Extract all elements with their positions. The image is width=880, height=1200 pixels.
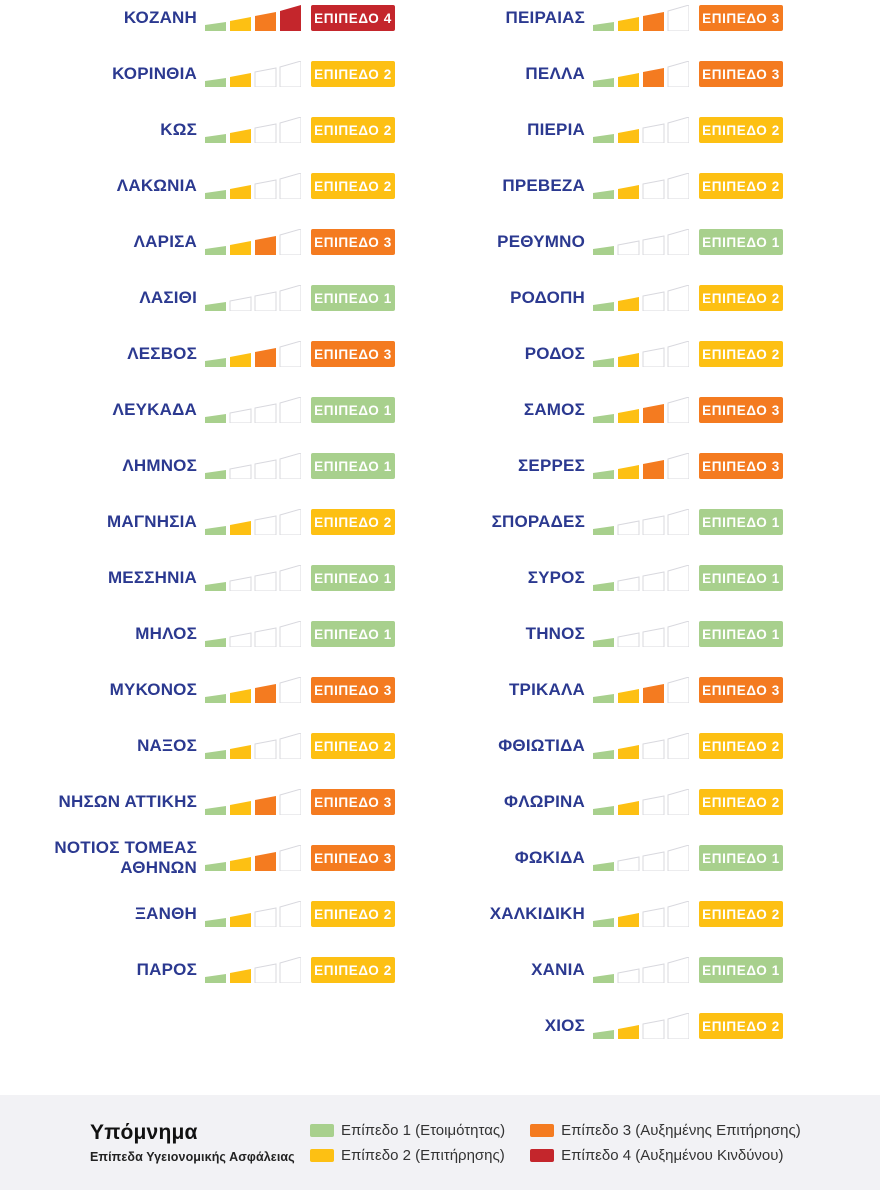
level-badge: ΕΠΙΠΕΔΟ 3 — [311, 229, 395, 255]
level-bars-indicator — [205, 565, 301, 591]
level-bars-indicator — [205, 621, 301, 647]
region-name: ΧΙΟΣ — [544, 1015, 585, 1035]
level-badge: ΕΠΙΠΕΔΟ 1 — [699, 621, 783, 647]
level-badge: ΕΠΙΠΕΔΟ 2 — [699, 341, 783, 367]
region-row — [395, 550, 783, 606]
region-row — [7, 662, 395, 718]
legend-subtitle: Επίπεδα Υγειονομικής Ασφάλειας — [90, 1150, 295, 1164]
region-row — [7, 494, 395, 550]
level-badge: ΕΠΙΠΕΔΟ 2 — [699, 789, 783, 815]
level-badge: ΕΠΙΠΕΔΟ 3 — [699, 453, 783, 479]
level-badge: ΕΠΙΠΕΔΟ 3 — [699, 397, 783, 423]
region-name: ΦΘΙΩΤΙΔΑ — [498, 735, 585, 755]
level-badge: ΕΠΙΠΕΔΟ 3 — [699, 61, 783, 87]
level-badge: ΕΠΙΠΕΔΟ 1 — [311, 453, 395, 479]
level-bars-indicator — [205, 957, 301, 983]
level-bars-indicator — [205, 61, 301, 87]
level-badge: ΕΠΙΠΕΔΟ 2 — [311, 901, 395, 927]
region-name: ΡΟΔΟΣ — [524, 343, 585, 363]
region-column-left — [7, 0, 395, 1054]
level-bars-indicator — [593, 285, 689, 311]
level-badge: ΕΠΙΠΕΔΟ 1 — [699, 229, 783, 255]
level-bars-indicator — [593, 621, 689, 647]
region-row — [395, 438, 783, 494]
region-name: ΚΟΡΙΝΘΙΑ — [112, 63, 197, 83]
level-badge: ΕΠΙΠΕΔΟ 3 — [699, 5, 783, 31]
level-badge: ΕΠΙΠΕΔΟ 1 — [699, 845, 783, 871]
level-badge: ΕΠΙΠΕΔΟ 2 — [311, 509, 395, 535]
level-badge: ΕΠΙΠΕΔΟ 2 — [311, 173, 395, 199]
level-bars-indicator — [205, 341, 301, 367]
region-name: ΦΛΩΡΙΝΑ — [504, 791, 585, 811]
region-name: ΝΑΞΟΣ — [137, 735, 197, 755]
level-badge: ΕΠΙΠΕΔΟ 3 — [311, 341, 395, 367]
region-row — [7, 326, 395, 382]
level-bars-indicator — [593, 229, 689, 255]
region-name: ΦΩΚΙΔΑ — [514, 847, 585, 867]
region-name: ΚΟΖΑΝΗ — [123, 7, 197, 27]
level-badge: ΕΠΙΠΕΔΟ 3 — [311, 789, 395, 815]
region-row — [7, 886, 395, 942]
region-row — [7, 718, 395, 774]
level-bars-indicator — [205, 285, 301, 311]
region-name: ΠΕΙΡΑΙΑΣ — [505, 7, 585, 27]
level-bars-indicator — [593, 5, 689, 31]
legend-item — [530, 1147, 801, 1164]
level-badge: ΕΠΙΠΕΔΟ 3 — [311, 845, 395, 871]
region-name: ΛΑΣΙΘΙ — [139, 287, 197, 307]
level-bars-indicator — [205, 397, 301, 423]
level-bars-indicator — [205, 789, 301, 815]
level-badge: ΕΠΙΠΕΔΟ 2 — [311, 117, 395, 143]
region-row — [395, 662, 783, 718]
region-name: ΤΡΙΚΑΛΑ — [508, 679, 585, 699]
region-row — [395, 774, 783, 830]
level-bars-indicator — [205, 229, 301, 255]
legend-color-swatch — [310, 1149, 334, 1162]
region-name: ΛΗΜΝΟΣ — [122, 455, 197, 475]
level-bars-indicator — [593, 509, 689, 535]
region-row — [395, 606, 783, 662]
legend-color-swatch — [310, 1124, 334, 1137]
level-bars-indicator — [205, 901, 301, 927]
region-name: ΣΠΟΡΑΔΕΣ — [491, 511, 585, 531]
region-row — [7, 942, 395, 998]
level-bars-indicator — [593, 789, 689, 815]
level-bars-indicator — [593, 845, 689, 871]
region-row — [395, 46, 783, 102]
region-row — [7, 102, 395, 158]
region-name: ΣΑΜΟΣ — [523, 399, 585, 419]
region-row — [395, 718, 783, 774]
legend-item — [530, 1122, 801, 1139]
region-row — [395, 942, 783, 998]
region-row — [395, 158, 783, 214]
region-name: ΣΥΡΟΣ — [527, 567, 585, 587]
level-badge: ΕΠΙΠΕΔΟ 3 — [311, 677, 395, 703]
level-badge: ΕΠΙΠΕΔΟ 2 — [699, 901, 783, 927]
level-badge: ΕΠΙΠΕΔΟ 2 — [311, 957, 395, 983]
level-badge: ΕΠΙΠΕΔΟ 2 — [699, 173, 783, 199]
region-row — [7, 382, 395, 438]
level-bars-indicator — [593, 117, 689, 143]
level-badge: ΕΠΙΠΕΔΟ 4 — [311, 5, 395, 31]
region-name: ΧΑΝΙΑ — [531, 959, 585, 979]
region-name: ΝΟΤΙΟΣ ΤΟΜΕΑΣ ΑΘΗΝΩΝ — [54, 837, 197, 877]
region-row — [395, 270, 783, 326]
region-name: ΛΑΚΩΝΙΑ — [116, 175, 197, 195]
level-bars-indicator — [593, 397, 689, 423]
level-badge: ΕΠΙΠΕΔΟ 2 — [699, 733, 783, 759]
level-badge: ΕΠΙΠΕΔΟ 1 — [311, 285, 395, 311]
region-row — [7, 0, 395, 46]
region-row — [395, 830, 783, 886]
level-bars-indicator — [593, 341, 689, 367]
legend-title: Υπόμνημα — [90, 1121, 198, 1144]
level-badge: ΕΠΙΠΕΔΟ 1 — [311, 621, 395, 647]
level-bars-indicator — [205, 453, 301, 479]
region-name: ΤΗΝΟΣ — [525, 623, 585, 643]
level-badge: ΕΠΙΠΕΔΟ 1 — [699, 565, 783, 591]
region-row — [7, 606, 395, 662]
region-name: ΡΕΘΥΜΝΟ — [497, 231, 585, 251]
level-bars-indicator — [593, 61, 689, 87]
level-bars-indicator — [593, 453, 689, 479]
level-bars-indicator — [205, 117, 301, 143]
level-badge: ΕΠΙΠΕΔΟ 2 — [699, 1013, 783, 1039]
region-row — [7, 46, 395, 102]
level-bars-indicator — [593, 173, 689, 199]
region-row — [395, 998, 783, 1054]
region-row — [7, 774, 395, 830]
level-badge: ΕΠΙΠΕΔΟ 2 — [699, 285, 783, 311]
level-bars-indicator — [593, 733, 689, 759]
region-row — [395, 102, 783, 158]
legend-item-label: Επίπεδο 4 (Αυξημένου Κινδύνου) — [561, 1146, 784, 1164]
level-bars-indicator — [593, 565, 689, 591]
region-name: ΛΕΥΚΑΔΑ — [112, 399, 197, 419]
level-bars-indicator — [205, 5, 301, 31]
region-name: ΛΕΣΒΟΣ — [127, 343, 197, 363]
level-bars-indicator — [593, 1013, 689, 1039]
level-badge: ΕΠΙΠΕΔΟ 2 — [311, 61, 395, 87]
level-badge: ΕΠΙΠΕΔΟ 3 — [699, 677, 783, 703]
level-bars-indicator — [593, 677, 689, 703]
level-bars-indicator — [205, 845, 301, 871]
region-row — [7, 438, 395, 494]
region-name: ΞΑΝΘΗ — [135, 903, 197, 923]
region-name: ΠΡΕΒΕΖΑ — [502, 175, 585, 195]
region-row — [395, 214, 783, 270]
region-name: ΠΑΡΟΣ — [136, 959, 197, 979]
region-name: ΜΑΓΝΗΣΙΑ — [106, 511, 197, 531]
region-row — [395, 886, 783, 942]
region-row — [7, 214, 395, 270]
region-name: ΜΗΛΟΣ — [135, 623, 197, 643]
region-name: ΚΩΣ — [160, 119, 197, 139]
level-badge: ΕΠΙΠΕΔΟ 1 — [311, 565, 395, 591]
region-name: ΜΕΣΣΗΝΙΑ — [107, 567, 197, 587]
region-name: ΛΑΡΙΣΑ — [133, 231, 197, 251]
region-row — [7, 158, 395, 214]
region-row — [7, 830, 395, 886]
level-badge: ΕΠΙΠΕΔΟ 2 — [311, 733, 395, 759]
level-badge: ΕΠΙΠΕΔΟ 1 — [699, 509, 783, 535]
region-row — [7, 270, 395, 326]
level-bars-indicator — [593, 957, 689, 983]
level-bars-indicator — [205, 733, 301, 759]
region-row — [395, 382, 783, 438]
region-row — [395, 0, 783, 46]
region-name: ΣΕΡΡΕΣ — [518, 455, 585, 475]
region-row — [7, 550, 395, 606]
region-name: ΜΥΚΟΝΟΣ — [109, 679, 197, 699]
legend-item — [310, 1122, 505, 1139]
region-name: ΡΟΔΟΠΗ — [510, 287, 585, 307]
region-row — [395, 494, 783, 550]
level-badge: ΕΠΙΠΕΔΟ 1 — [699, 957, 783, 983]
legend-item-label: Επίπεδο 3 (Αυξημένης Επιτήρησης) — [561, 1121, 801, 1139]
level-bars-indicator — [593, 901, 689, 927]
legend-item-label: Επίπεδο 2 (Επιτήρησης) — [341, 1146, 505, 1164]
region-name: ΧΑΛΚΙΔΙΚΗ — [489, 903, 585, 923]
region-name: ΠΙΕΡΙΑ — [527, 119, 585, 139]
level-bars-indicator — [205, 173, 301, 199]
level-badge: ΕΠΙΠΕΔΟ 1 — [311, 397, 395, 423]
level-bars-indicator — [205, 509, 301, 535]
legend-color-swatch — [530, 1124, 554, 1137]
legend-title-block — [90, 1121, 302, 1164]
region-name: ΠΕΛΛΑ — [525, 63, 585, 83]
legend-items — [310, 1122, 801, 1164]
region-column-right — [395, 0, 783, 1054]
legend-item — [310, 1147, 505, 1164]
level-badge: ΕΠΙΠΕΔΟ 2 — [699, 117, 783, 143]
legend-panel — [0, 1095, 880, 1190]
legend-item-label: Επίπεδο 1 (Ετοιμότητας) — [341, 1121, 506, 1139]
region-name: ΝΗΣΩΝ ΑΤΤΙΚΗΣ — [58, 791, 197, 811]
legend-color-swatch — [530, 1149, 554, 1162]
level-bars-indicator — [205, 677, 301, 703]
region-row — [395, 326, 783, 382]
